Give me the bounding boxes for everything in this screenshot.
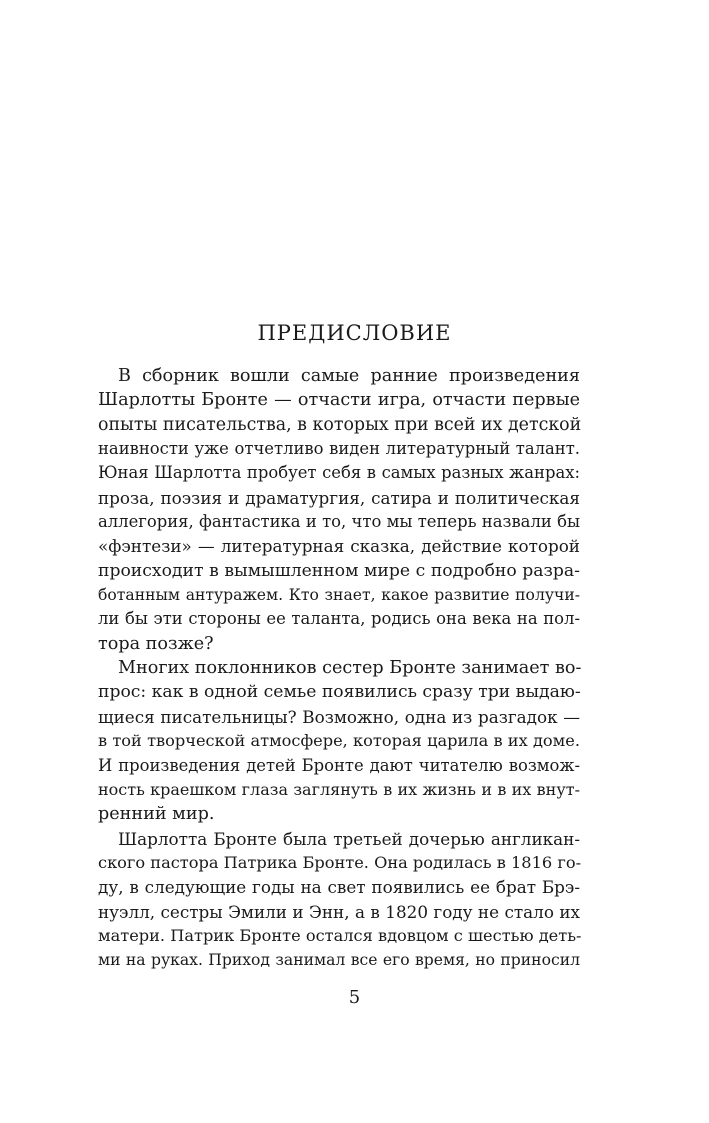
text-line: происходит в вымышленном мире с подробно разра- xyxy=(98,560,580,581)
chapter-heading: ПРЕДИСЛОВИЕ xyxy=(257,321,452,345)
text-line: Шарлотты Бронте — отчасти игра, отчасти первые xyxy=(98,390,580,411)
text-line: Многих поклонников сестер Бронте занимает во- xyxy=(118,658,582,679)
text-line: И произведения детей Бронте дают читателю возмож- xyxy=(98,755,580,775)
text-line: ренний мир. xyxy=(98,804,215,825)
text-line: в той творческой атмосфере, которая царила в их доме. xyxy=(98,731,580,751)
text-line: «фэнтези» — литературная сказка, действие которой xyxy=(98,536,580,557)
body-text xyxy=(98,364,582,973)
text-line: матери. Патрик Бронте остался вдовцом с шестью деть- xyxy=(98,925,582,945)
text-line: Шарлотта Бронте была третьей дочерью англикан- xyxy=(118,828,580,849)
text-line: наивности уже отчетливо виден литературный талант. xyxy=(98,439,580,459)
text-line: опыты писательства, в которых при всей их детской xyxy=(98,414,582,435)
text-line: аллегория, фантастика и то, что мы теперь назвали бы xyxy=(98,512,580,532)
text-line: прос: как в одной семье появились сразу три выдаю- xyxy=(98,682,581,703)
page-number: 5 xyxy=(348,987,361,1008)
text-line: нуэлл, сестры Эмили и Энн, а в 1820 году не стало их xyxy=(98,901,580,922)
text-line: тора позже? xyxy=(98,633,214,654)
text-line: проза, поэзия и драматургия, сатира и политическая xyxy=(98,487,580,508)
text-line: В сборник вошли самые ранние произведения xyxy=(118,366,580,386)
text-line: щиеся писательницы? Возможно, одна из разгадок — xyxy=(98,706,580,727)
text-line: ботанным антуражем. Кто знает, какое развитие получи- xyxy=(98,586,580,605)
text-line: Юная Шарлотта пробует себя в самых разных жанрах: xyxy=(98,463,580,483)
text-line: ми на руках. Приход занимал все его время, но приносил xyxy=(98,951,580,970)
text-line: ность краешком глаза заглянуть в их жизнь и в их внут- xyxy=(98,779,580,799)
text-line: ского пастора Патрика Бронте. Она родилась в 1816 го- xyxy=(98,852,582,872)
text-line: ду, в следующие годы на свет появились ее брат Брэ- xyxy=(98,877,580,898)
text-line: ли бы эти стороны ее таланта, родись она века на пол- xyxy=(98,609,580,629)
